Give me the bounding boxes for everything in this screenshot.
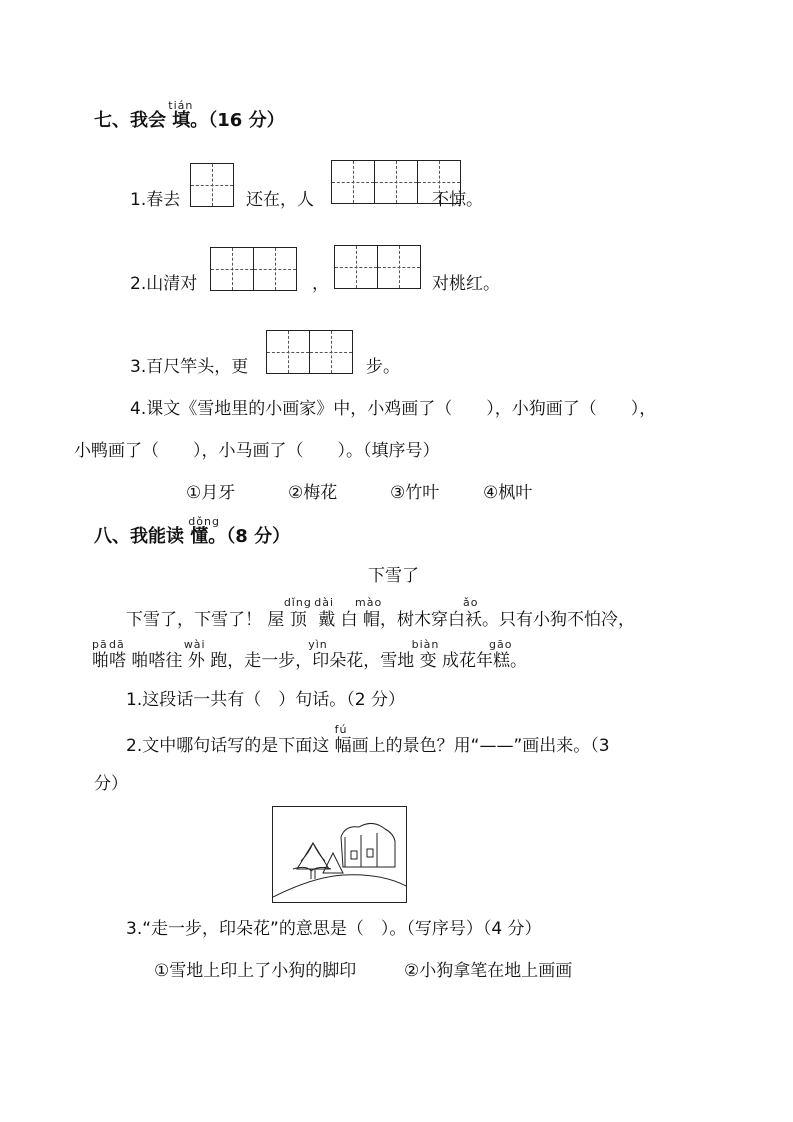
word-dai [314,596,336,630]
q2-grid-2[interactable] [334,245,421,289]
writing-cell[interactable] [210,247,254,291]
section-8-title [94,515,291,548]
option-1: ①月牙 [186,483,236,503]
section-7-title-char [168,99,194,132]
q1-post: 不惊。 [432,190,483,210]
char: 填 [172,110,191,131]
q2-pre: 2.山清对 [130,274,198,294]
q4-line-1: 4.课文《雪地里的小画家》中，小鸡画了（ ），小狗画了（ ）， [130,399,657,419]
char: 懂 [190,526,209,547]
pinyin: gāo [489,638,513,651]
s8-q2-line-1 [126,723,610,756]
q2-post: 对桃红。 [432,274,500,294]
passage-line-2 [92,638,528,671]
word-mao [355,596,383,630]
char: 啪 [92,651,109,671]
writing-cell[interactable] [309,330,353,374]
passage-text: 下雪了，下雪了！ [126,610,262,630]
option-4: ④枫叶 [483,483,533,503]
char: 屋 [267,610,285,630]
pinyin: fú [334,723,348,736]
char: 糕 [493,651,511,671]
q3-pre: 3.百尺竿头，更 [130,357,249,377]
pinyin: wài [183,638,206,651]
q2-text: 画上的景色？用“——”画出来。（3 [351,736,610,756]
q3-post: 步。 [366,357,400,377]
passage-line-1 [126,596,636,630]
section-8-title-char [188,515,220,548]
option-2: ②梅花 [288,483,338,503]
pinyin: dǒng [188,515,220,528]
section-7-title-score: 。（16 分） [190,110,285,131]
word-bian [411,638,440,671]
section-8-title-score: 。（8 分） [208,526,291,547]
writing-cell[interactable] [377,245,421,289]
option-3: ③竹叶 [390,483,440,503]
section-8-title-text: 八、我能读 [94,526,184,547]
s8-q3-option-2: ②小狗拿笔在地上画画 [404,961,573,981]
char: 变 [419,651,437,671]
word-ao [463,596,483,630]
writing-cell[interactable] [190,163,234,207]
q1-grid-1[interactable] [190,163,234,207]
writing-cell[interactable] [253,247,297,291]
section-7-title [94,99,285,132]
section-7-title-text: 七、我会 [94,110,166,131]
snow-scene-picture [272,806,407,903]
pinyin: biàn [411,638,440,651]
passage-text: 跑，走一步， [210,651,313,671]
word-wai [183,638,206,671]
pinyin: tián [168,99,194,112]
word-gao [489,638,513,671]
char: 外 [187,651,205,671]
pinyin: dā [109,638,125,651]
word-pa [92,638,109,671]
word-fu [334,723,352,756]
q4-line-2: 小鸭画了（ ），小马画了（ ）。（填序号） [74,441,440,461]
word-da [109,638,126,671]
snow-scene-illustration [273,807,407,903]
passage-title: 下雪了 [368,566,419,586]
q1-pre: 1.春去 [130,190,181,210]
pinyin: ǎo [463,596,479,609]
q2-text: 2.文中哪句话写的是下面这 [126,736,330,756]
passage-text: 。 [510,651,528,671]
char: 嗒 [109,651,126,671]
passage-text: 成花年 [442,651,494,671]
char: 印 [312,651,330,671]
passage-text: ，树木穿白 [380,610,466,630]
writing-cell[interactable] [374,160,418,204]
writing-cell[interactable] [331,160,375,204]
pinyin: yìn [308,638,328,651]
char-bai: 白 [340,610,358,630]
s8-q3: 3.“走一步，印朵花”的意思是（ ）。（写序号）（4 分） [126,919,542,939]
char: 顶 [289,610,307,630]
passage-text: 朵花，雪地 [329,651,415,671]
char: 幅 [334,736,352,756]
s8-q2-line-2: 分） [94,774,128,794]
word-wu [267,610,284,630]
passage-text: 。只有小狗不怕冷， [482,610,636,630]
writing-cell[interactable] [334,245,378,289]
pinyin: dài [314,596,334,609]
q2-mid: ， [312,274,329,294]
q3-grid[interactable] [266,330,353,374]
pinyin: dǐng [283,596,312,609]
char: 戴 [318,610,336,630]
word-ding [283,596,312,630]
s8-q1: 1.这段话一共有（ ）句话。（2 分） [126,690,405,710]
pinyin: pā [92,638,108,651]
pinyin: mào [355,596,383,609]
writing-cell[interactable] [266,330,310,374]
char: 袄 [465,610,483,630]
char: 帽 [363,610,381,630]
q1-mid: 还在，人 [246,190,314,210]
s8-q3-option-1: ①雪地上印上了小狗的脚印 [154,961,357,981]
q2-grid-1[interactable] [210,247,297,291]
word-yin [308,638,330,671]
passage-text: 啪嗒往 [131,651,183,671]
